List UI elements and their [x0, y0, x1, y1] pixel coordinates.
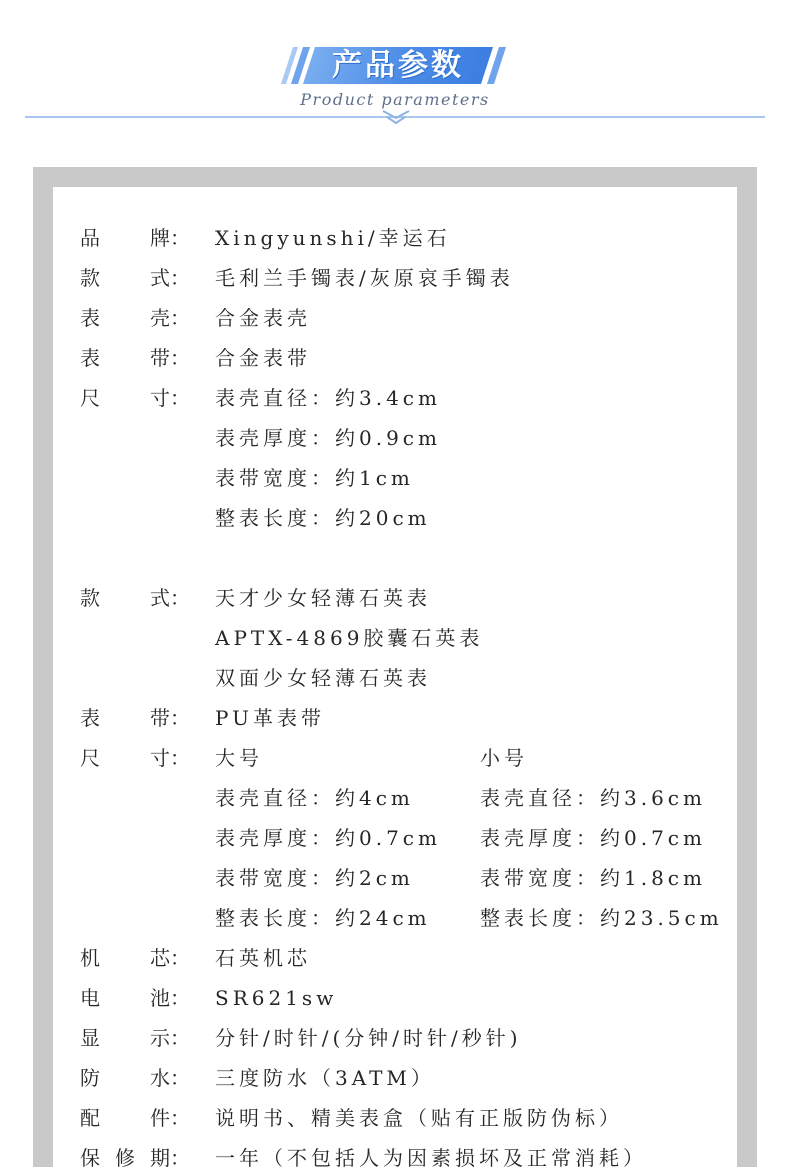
spec-card-frame: [33, 167, 757, 1167]
spec-value: 表带宽度：约1cm: [215, 466, 414, 490]
label-separator: ：: [170, 386, 190, 410]
spec-card: [53, 187, 737, 1167]
spec-value: APTX-4869胶囊石英表: [215, 626, 484, 650]
spec-label: 款式: [80, 586, 170, 610]
spec-label: 显示: [80, 1026, 170, 1050]
group-spacer: [80, 538, 730, 578]
spec-row-strap: [80, 338, 730, 378]
spec-label: 防水: [80, 1066, 170, 1090]
size-column-heading-large: 大号: [215, 746, 263, 770]
page-subtitle: Product parameters: [300, 90, 490, 109]
indent-spacer: [80, 618, 215, 658]
spec-label: 表带: [80, 346, 170, 370]
spec-row-waterproof: [80, 1058, 730, 1098]
indent-spacer: [80, 778, 215, 818]
label-separator: ：: [170, 746, 190, 770]
spec-value: 表带宽度：约2cm: [215, 866, 414, 890]
spec-row-accessories: [80, 1098, 730, 1138]
indent-spacer: [80, 458, 215, 498]
page-title: 产品参数: [332, 48, 464, 83]
spec-row-case: [80, 298, 730, 338]
spec-row-style: [80, 578, 730, 618]
spec-row-size-continued: [80, 858, 730, 898]
indent-spacer: [80, 818, 215, 858]
chevron-down-icon: [380, 108, 412, 126]
spec-row-size-continued: [80, 458, 730, 498]
spec-row-warranty: [80, 1138, 730, 1167]
spec-label: 尺寸: [80, 386, 170, 410]
spec-value: Xingyunshi/幸运石: [215, 226, 451, 250]
spec-label: 电池: [80, 986, 170, 1010]
label-separator: ：: [170, 266, 190, 290]
spec-value: 合金表壳: [215, 306, 311, 330]
label-separator: ：: [170, 1146, 190, 1167]
spec-row-size-continued: [80, 418, 730, 458]
spec-value: 说明书、精美表盒（贴有正版防伪标）: [215, 1106, 623, 1130]
spec-row-battery: [80, 978, 730, 1018]
spec-value: 整表长度：约20cm: [215, 506, 431, 530]
spec-value: 表壳厚度：约0.9cm: [215, 426, 441, 450]
spec-value: 整表长度：约24cm: [215, 906, 431, 930]
spec-row-size: [80, 378, 730, 418]
spec-row-brand: [80, 218, 730, 258]
spec-row-movement: [80, 938, 730, 978]
indent-spacer: [80, 658, 215, 698]
label-separator: ：: [170, 986, 190, 1010]
label-separator: ：: [170, 346, 190, 370]
label-separator: ：: [170, 1066, 190, 1090]
spec-label: 表带: [80, 706, 170, 730]
spec-value: 分针/时针/(分钟/时针/秒针): [215, 1026, 522, 1050]
label-separator: ：: [170, 1106, 190, 1130]
spec-value: 一年（不包括人为因素损坏及正常消耗）: [215, 1146, 647, 1167]
spec-label: 尺寸: [80, 746, 170, 770]
spec-value: 表壳直径：约3.4cm: [215, 386, 441, 410]
spec-row-size-continued: [80, 778, 730, 818]
label-separator: ：: [170, 306, 190, 330]
spec-list: [80, 218, 730, 1167]
spec-value: 双面少女轻薄石英表: [215, 666, 431, 690]
spec-label: 机芯: [80, 946, 170, 970]
indent-spacer: [80, 898, 215, 938]
spec-value: 三度防水（3ATM）: [215, 1066, 435, 1090]
spec-label: 品牌: [80, 226, 170, 250]
indent-spacer: [80, 418, 215, 458]
indent-spacer: [80, 498, 215, 538]
spec-row-strap: [80, 698, 730, 738]
spec-label: 款式: [80, 266, 170, 290]
spec-row-size-continued: [80, 818, 730, 858]
spec-row-display: [80, 1018, 730, 1058]
spec-label: 表壳: [80, 306, 170, 330]
indent-spacer: [80, 858, 215, 898]
label-separator: ：: [170, 946, 190, 970]
spec-label: 保修期: [80, 1146, 170, 1167]
spec-value: 天才少女轻薄石英表: [215, 586, 431, 610]
spec-row-size-continued: [80, 498, 730, 538]
label-separator: ：: [170, 706, 190, 730]
spec-value: 表壳直径：约4cm: [215, 786, 414, 810]
spec-value: 合金表带: [215, 346, 311, 370]
spec-value: 整表长度：约23.5cm: [480, 906, 723, 930]
spec-row-style-continued: [80, 618, 730, 658]
spec-value: PU革表带: [215, 706, 325, 730]
spec-row-size-continued: [80, 898, 730, 938]
spec-value: 石英机芯: [215, 946, 311, 970]
spec-label: 配件: [80, 1106, 170, 1130]
section-header: [0, 0, 790, 140]
spec-row-style-continued: [80, 658, 730, 698]
label-separator: ：: [170, 226, 190, 250]
spec-value: 表壳直径：约3.6cm: [480, 786, 706, 810]
label-separator: ：: [170, 586, 190, 610]
spec-value: 毛利兰手镯表/灰原哀手镯表: [215, 266, 514, 290]
spec-row-size: [80, 738, 730, 778]
spec-value: 表带宽度：约1.8cm: [480, 866, 706, 890]
spec-value: 表壳厚度：约0.7cm: [480, 826, 706, 850]
size-column-heading-small: 小号: [480, 746, 528, 770]
spec-value: SR621sw: [215, 986, 338, 1010]
spec-row-style: [80, 258, 730, 298]
spec-value: 表壳厚度：约0.7cm: [215, 826, 441, 850]
label-separator: ：: [170, 1026, 190, 1050]
